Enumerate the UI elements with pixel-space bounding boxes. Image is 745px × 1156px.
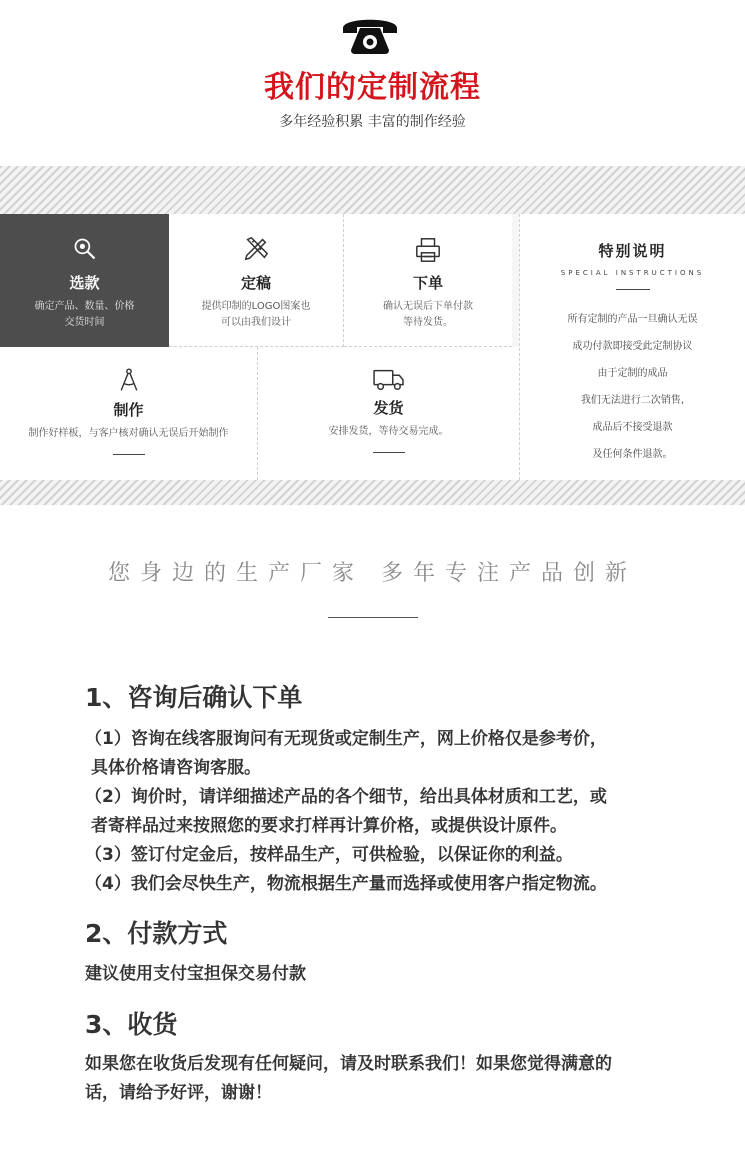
special-list (520, 306, 745, 468)
section-line: 者寄样品过来按照您的要求打样再计算价格，或提供设计原件。 (91, 816, 567, 836)
step-order (344, 214, 512, 347)
step-desc: 可以由我们设计 (221, 317, 291, 328)
section-line: （2）询价时，请详细描述产品的各个细节，给出具体材质和工艺，或 (85, 787, 607, 807)
special-item: 由于定制的成品 (597, 368, 668, 379)
striped-band-bottom (0, 480, 745, 505)
search-icon (72, 236, 98, 262)
section-line: 如果您在收货后发现有任何疑问，请及时联系我们！如果您觉得满意的 (85, 1054, 612, 1074)
step-title: 发货 (373, 399, 404, 417)
special-item: 及任何条件退款。 (592, 449, 673, 460)
section-line: （3）签订付定金后，按样品生产，可供检验，以保证你的利益。 (85, 845, 573, 865)
special-item: 所有定制的产品一旦确认无误 (567, 314, 698, 325)
step-title: 制作 (113, 401, 144, 419)
step-desc: 交货时间 (64, 317, 105, 328)
telephone-icon (339, 14, 401, 56)
section-heading: 1、咨询后确认下单 (85, 683, 303, 712)
slogan-divider (328, 617, 418, 618)
section-line: （1）咨询在线客服询问有无现货或定制生产，网上价格仅是参考价， (85, 729, 607, 749)
page-subtitle: 多年经验积累 丰富的制作经验 (279, 114, 466, 130)
divider (113, 454, 145, 455)
step-desc: 等待发货。 (403, 317, 453, 328)
divider (373, 452, 405, 453)
printer-icon (414, 236, 442, 264)
truck-icon (372, 365, 406, 393)
section-line: 具体价格请咨询客服。 (91, 758, 261, 778)
special-instructions (519, 214, 745, 480)
step-produce (0, 347, 258, 480)
slogan: 您身边的生产厂家 多年专注产品创新 (108, 561, 637, 586)
step-select (0, 214, 169, 347)
step-desc: 确定产品、数量、价格 (34, 301, 135, 312)
section-line: 建议使用支付宝担保交易付款 (85, 964, 306, 984)
step-desc: 安排发货，等待交易完成。 (328, 426, 449, 437)
step-design (169, 214, 344, 347)
step-title: 定稿 (240, 274, 271, 292)
section-heading: 2、付款方式 (85, 919, 228, 948)
drafting-compass-icon (116, 367, 142, 393)
section-heading: 3、收货 (85, 1010, 178, 1039)
striped-band-top (0, 166, 745, 214)
step-ship (258, 347, 519, 480)
special-item: 我们无法进行二次销售, (580, 395, 685, 406)
step-desc: 制作好样板，与客户核对确认无误后开始制作 (28, 428, 229, 439)
step-desc: 确认无误后下单付款 (383, 301, 473, 312)
page-title: 我们的定制流程 (264, 70, 481, 105)
step-title: 下单 (412, 274, 443, 292)
pencil-ruler-icon (242, 234, 270, 262)
section-line: （4）我们会尽快生产，物流根据生产量而选择或使用客户指定物流。 (85, 874, 607, 894)
special-subtitle: SPECIAL INSTRUCTIONS (560, 269, 705, 277)
special-title: 特别说明 (598, 242, 667, 260)
special-item: 成品后不接受退款 (592, 422, 673, 433)
section-line: 话，请给予好评，谢谢！ (85, 1083, 272, 1103)
step-title: 选款 (69, 274, 100, 292)
special-item: 成功付款即接受此定制协议 (572, 341, 693, 352)
step-desc: 提供印制的LOGO图案也 (201, 301, 311, 312)
divider (616, 289, 650, 290)
